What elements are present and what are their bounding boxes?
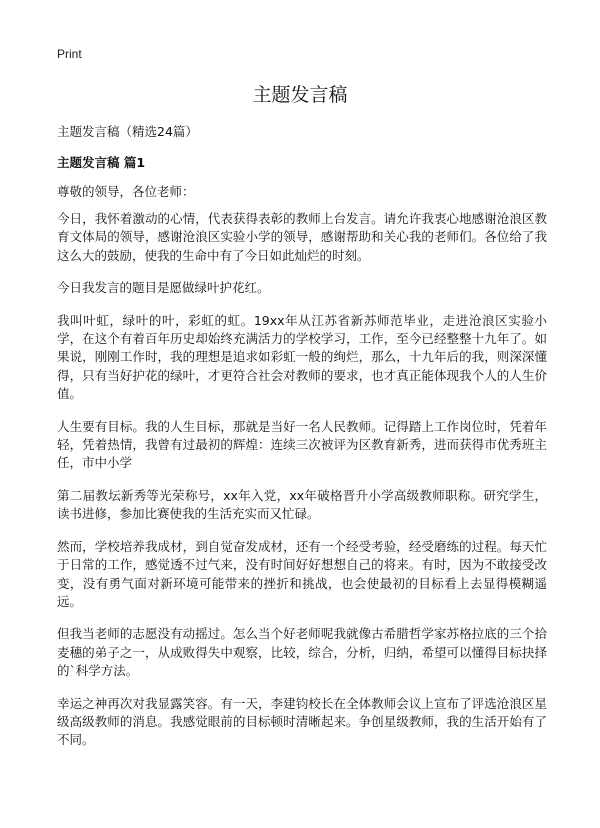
paragraph: 然而，学校培养我成材，到自觉奋发成材，还有一个经受考验，经受磨练的过程。每天忙于日常的工作，感觉透不过气来，没有时间好好想想自己的将来。有时，因为不敢接受改变，没有勇气面对新环境可能带来的挫折和挑战，也会使最初的目标看上去显得模糊遥远。 <box>57 538 547 609</box>
paragraph: 幸运之神再次对我显露笑容。有一天，李建钧校长在全体教师会议上宣布了评选沧浪区星级高级教师的消息。我感觉眼前的目标顿时清晰起来。争创星级教师，我的生活开始有了不同。 <box>57 695 547 748</box>
paragraph: 今日，我怀着激动的心情，代表获得表彰的教师上台发言。请允许我衷心地感谢沧浪区教育文体局的领导，感谢沧浪区实验小学的领导，感谢帮助和关心我的老师们。各位给了我这么大的鼓励，使我的生命中有了今日如此灿烂的时刻。 <box>57 211 547 263</box>
greeting-line: 尊敬的领导，各位老师： <box>57 184 195 199</box>
document-title: 主题发言稿 <box>252 84 348 106</box>
paragraph: 第二届教坛新秀等光荣称号，xx年入党，xx年破格晋升小学高级教师职称。研究学生，读书进修，参加比赛使我的生活充实而又忙碌。 <box>57 487 547 522</box>
print-link[interactable]: Print <box>57 47 82 61</box>
paragraph: 人生要有目标。我的人生目标，那就是当好一名人民教师。记得踏上工作岗位时，凭着年轻，凭着热情，我曾有过最初的辉煌：连续三次被评为区教育新秀，进而获得市优秀班主任，市中小学 <box>57 418 547 471</box>
section-heading: 主题发言稿 篇1 <box>57 155 146 170</box>
paragraph: 今日我发言的题目是愿做绿叶护花红。 <box>57 280 270 296</box>
paragraph: 但我当老师的志愿没有动摇过。怎么当个好老师呢我就像古希腊哲学家苏格拉底的三个拾麦穗的弟子之一，从成败得失中观察，比较，综合，分析，归纳，希望可以懂得目标抉择的`科学方法。 <box>57 626 547 679</box>
document-body <box>57 210 547 764</box>
paragraph: 我叫叶虹，绿叶的叶，彩虹的虹。19xx年从江苏省新苏师范毕业，走进沧浪区实验小学，在这个有着百年历史却始终充满活力的学校学习，工作，至今已经整整十九年了。如果说，刚刚工作时，我的理想是追求如彩虹一般的绚烂，那么，十九年后的我，则深深懂得，只有当好护花的绿叶，才更符合社会对教师的要求，也才真正能体现我个人的人生价值。 <box>57 312 547 402</box>
document-subtitle: 主题发言稿（精选24篇） <box>57 124 198 139</box>
